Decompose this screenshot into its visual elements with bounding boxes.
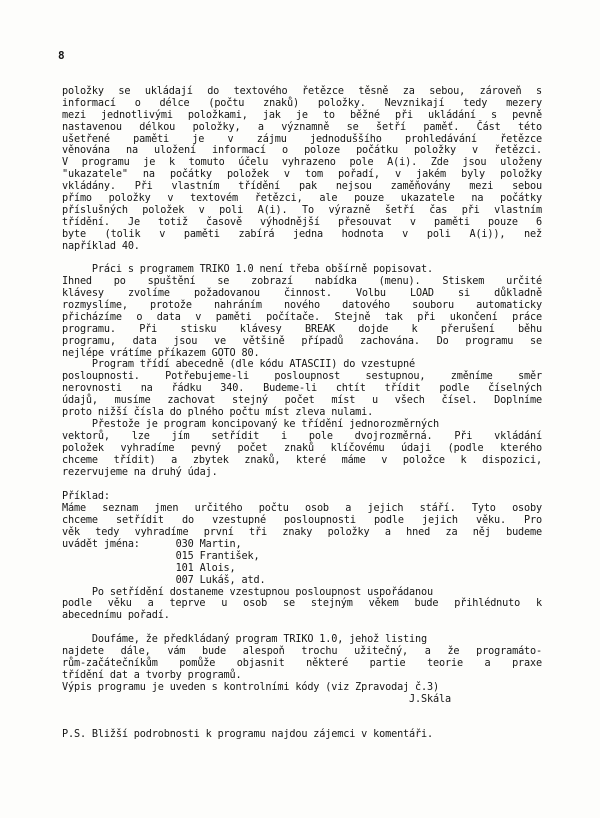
paragraph — [62, 491, 542, 622]
text-line: položky se ukládají do textového řetězce těsně za sebou, zároveň s — [62, 86, 542, 97]
text-line: 101 Alois, — [62, 562, 236, 574]
text-line: třídění. Je totiž časově výhodnější přesouvat v paměti pouze 6 — [62, 216, 542, 228]
text-line: chceme třídit) a zbytek znaků, které máme v položce k dispozici, — [62, 454, 542, 466]
text-line: položek vyhradíme pevný počet znaků klíčovému údaji (podle kterého — [62, 442, 542, 454]
text-line: nerovnosti na řádku 340. Budeme-li chtít třídit podle číselných — [62, 383, 542, 395]
text-line: mezi jednotlivými položkami, jak je to běžné při ukládání s pevně — [62, 109, 542, 121]
text-line: V programu je k tomuto účelu vyhrazeno pole A(i). Zde jsou uloženy — [62, 157, 542, 169]
text-line: informací o délce (počtu znaků) položky. Nevznikají tedy mezery — [62, 97, 542, 109]
text-line: ušetřené paměti je v zájmu jednoduššího prohledávání řetězce — [62, 133, 542, 145]
text-line: nastavenou délkou položky, a významně se šetří paměť. Část této — [62, 121, 542, 133]
text-line: Ihned po spuštění se zobrazí nabídka (menu). Stiskem určité — [62, 276, 542, 288]
page-number: 8 — [58, 49, 65, 62]
paragraph — [62, 86, 542, 252]
text-line: přicházíme o data v paměti počítače. Stejně tak při ukončení práce — [62, 311, 542, 323]
text-line: údajů, musíme zachovat stejný počet míst u všech čísel. Doplníme — [62, 395, 542, 407]
text-line: rům-začátečníkům pomůže objasnit některé partie teorie a praxe — [62, 657, 542, 669]
text-line: třídění dat a tvorby programů. — [62, 669, 242, 681]
text-line: 015 František, — [62, 550, 260, 562]
text-line: posloupnosti. Potřebujeme-li posloupnost sestupnou, změníme směr — [62, 371, 542, 383]
text-line: nejlépe vrátíme příkazem GOTO 80. — [62, 347, 260, 359]
text-line: abecednímu pořadí. — [62, 610, 170, 622]
text-line: příslušných položek v poli A(i). To výrazně šetří čas při vlastním — [62, 204, 542, 216]
text-line: Příklad: — [62, 491, 110, 503]
text-line: J.Skála — [62, 693, 451, 705]
text-line: přímo položky v textovém řetězci, ale pouze ukazatele na počátky — [62, 193, 542, 205]
text-line: Po setřídění dostaneme vzestupnou posloupnost uspořádanou — [62, 586, 433, 598]
paragraph — [62, 264, 542, 478]
text-line: uvádět jména: 030 Martin, — [62, 538, 242, 550]
text-line: programu, data jsou ve většině případů zachována. Do programu se — [62, 335, 542, 347]
text-line: například 40. — [62, 240, 140, 252]
document-body — [62, 86, 542, 741]
text-line: programu. Při stisku klávesy BREAK dojde k přerušení běhu — [62, 323, 542, 335]
text-line: vkládány. Při vlastním třídění pak nejsou zaměňovány mezi sebou — [62, 181, 542, 193]
paragraph — [62, 634, 542, 705]
text-line: podle věku a teprve u osob se stejným věkem bude přihlédnuto k — [62, 598, 542, 610]
text-line: věnována na uložení informací o poloze počátku položky v řetězci. — [62, 145, 542, 157]
text-line: najdete dále, vám bude alespoň trochu užitečný, a že programáto- — [62, 645, 542, 657]
text-line: Program třídí abecedně (dle kódu ATASCII) do vzestupné — [62, 359, 416, 371]
text-line: chceme setřídit do vzestupné posloupnosti podle jejich věku. Pro — [62, 515, 542, 527]
text-line: klávesy zvolíme požadovanou činnost. Volbu LOAD si důkladně — [62, 288, 542, 300]
text-line: vektorů, lze jím setřídit i pole dvojrozměrná. Při vkládání — [62, 430, 542, 442]
text-line: byte (tolik v paměti zabírá jedna hodnota v poli A(i)), než — [62, 228, 542, 240]
postscript: P.S. Bližší podrobnosti k programu najdou zájemci v komentáři. — [62, 729, 433, 741]
text-line: rezervujeme na druhý údaj. — [62, 466, 218, 478]
text-line: "ukazatele" na počátky položek v tom pořadí, v jakém byly položky — [62, 169, 542, 181]
text-line: Přestože je program koncipovaný ke třídění jednorozměrných — [62, 418, 439, 430]
text-line: proto nižší čísla do plného počtu míst zleva nulami. — [62, 407, 374, 419]
text-line: Doufáme, že předkládaný program TRIKO 1.0, jehož listing — [62, 634, 427, 646]
text-line: Máme seznam jmen určitého počtu osob a jejich stáří. Tyto osoby — [62, 503, 542, 515]
text-line: Práci s programem TRIKO 1.0 není třeba obšírně popisovat. — [62, 264, 433, 276]
text-line: 007 Lukáš, atd. — [62, 574, 266, 586]
text-line: Výpis programu je uveden s kontrolními kódy (viz Zpravodaj č.3) — [62, 681, 439, 693]
text-line: věk tedy vyhradíme první tři znaky položky a hned za něj budeme — [62, 527, 542, 539]
text-line: rozmyslíme, protože nahráním nového datového souboru automaticky — [62, 300, 542, 312]
